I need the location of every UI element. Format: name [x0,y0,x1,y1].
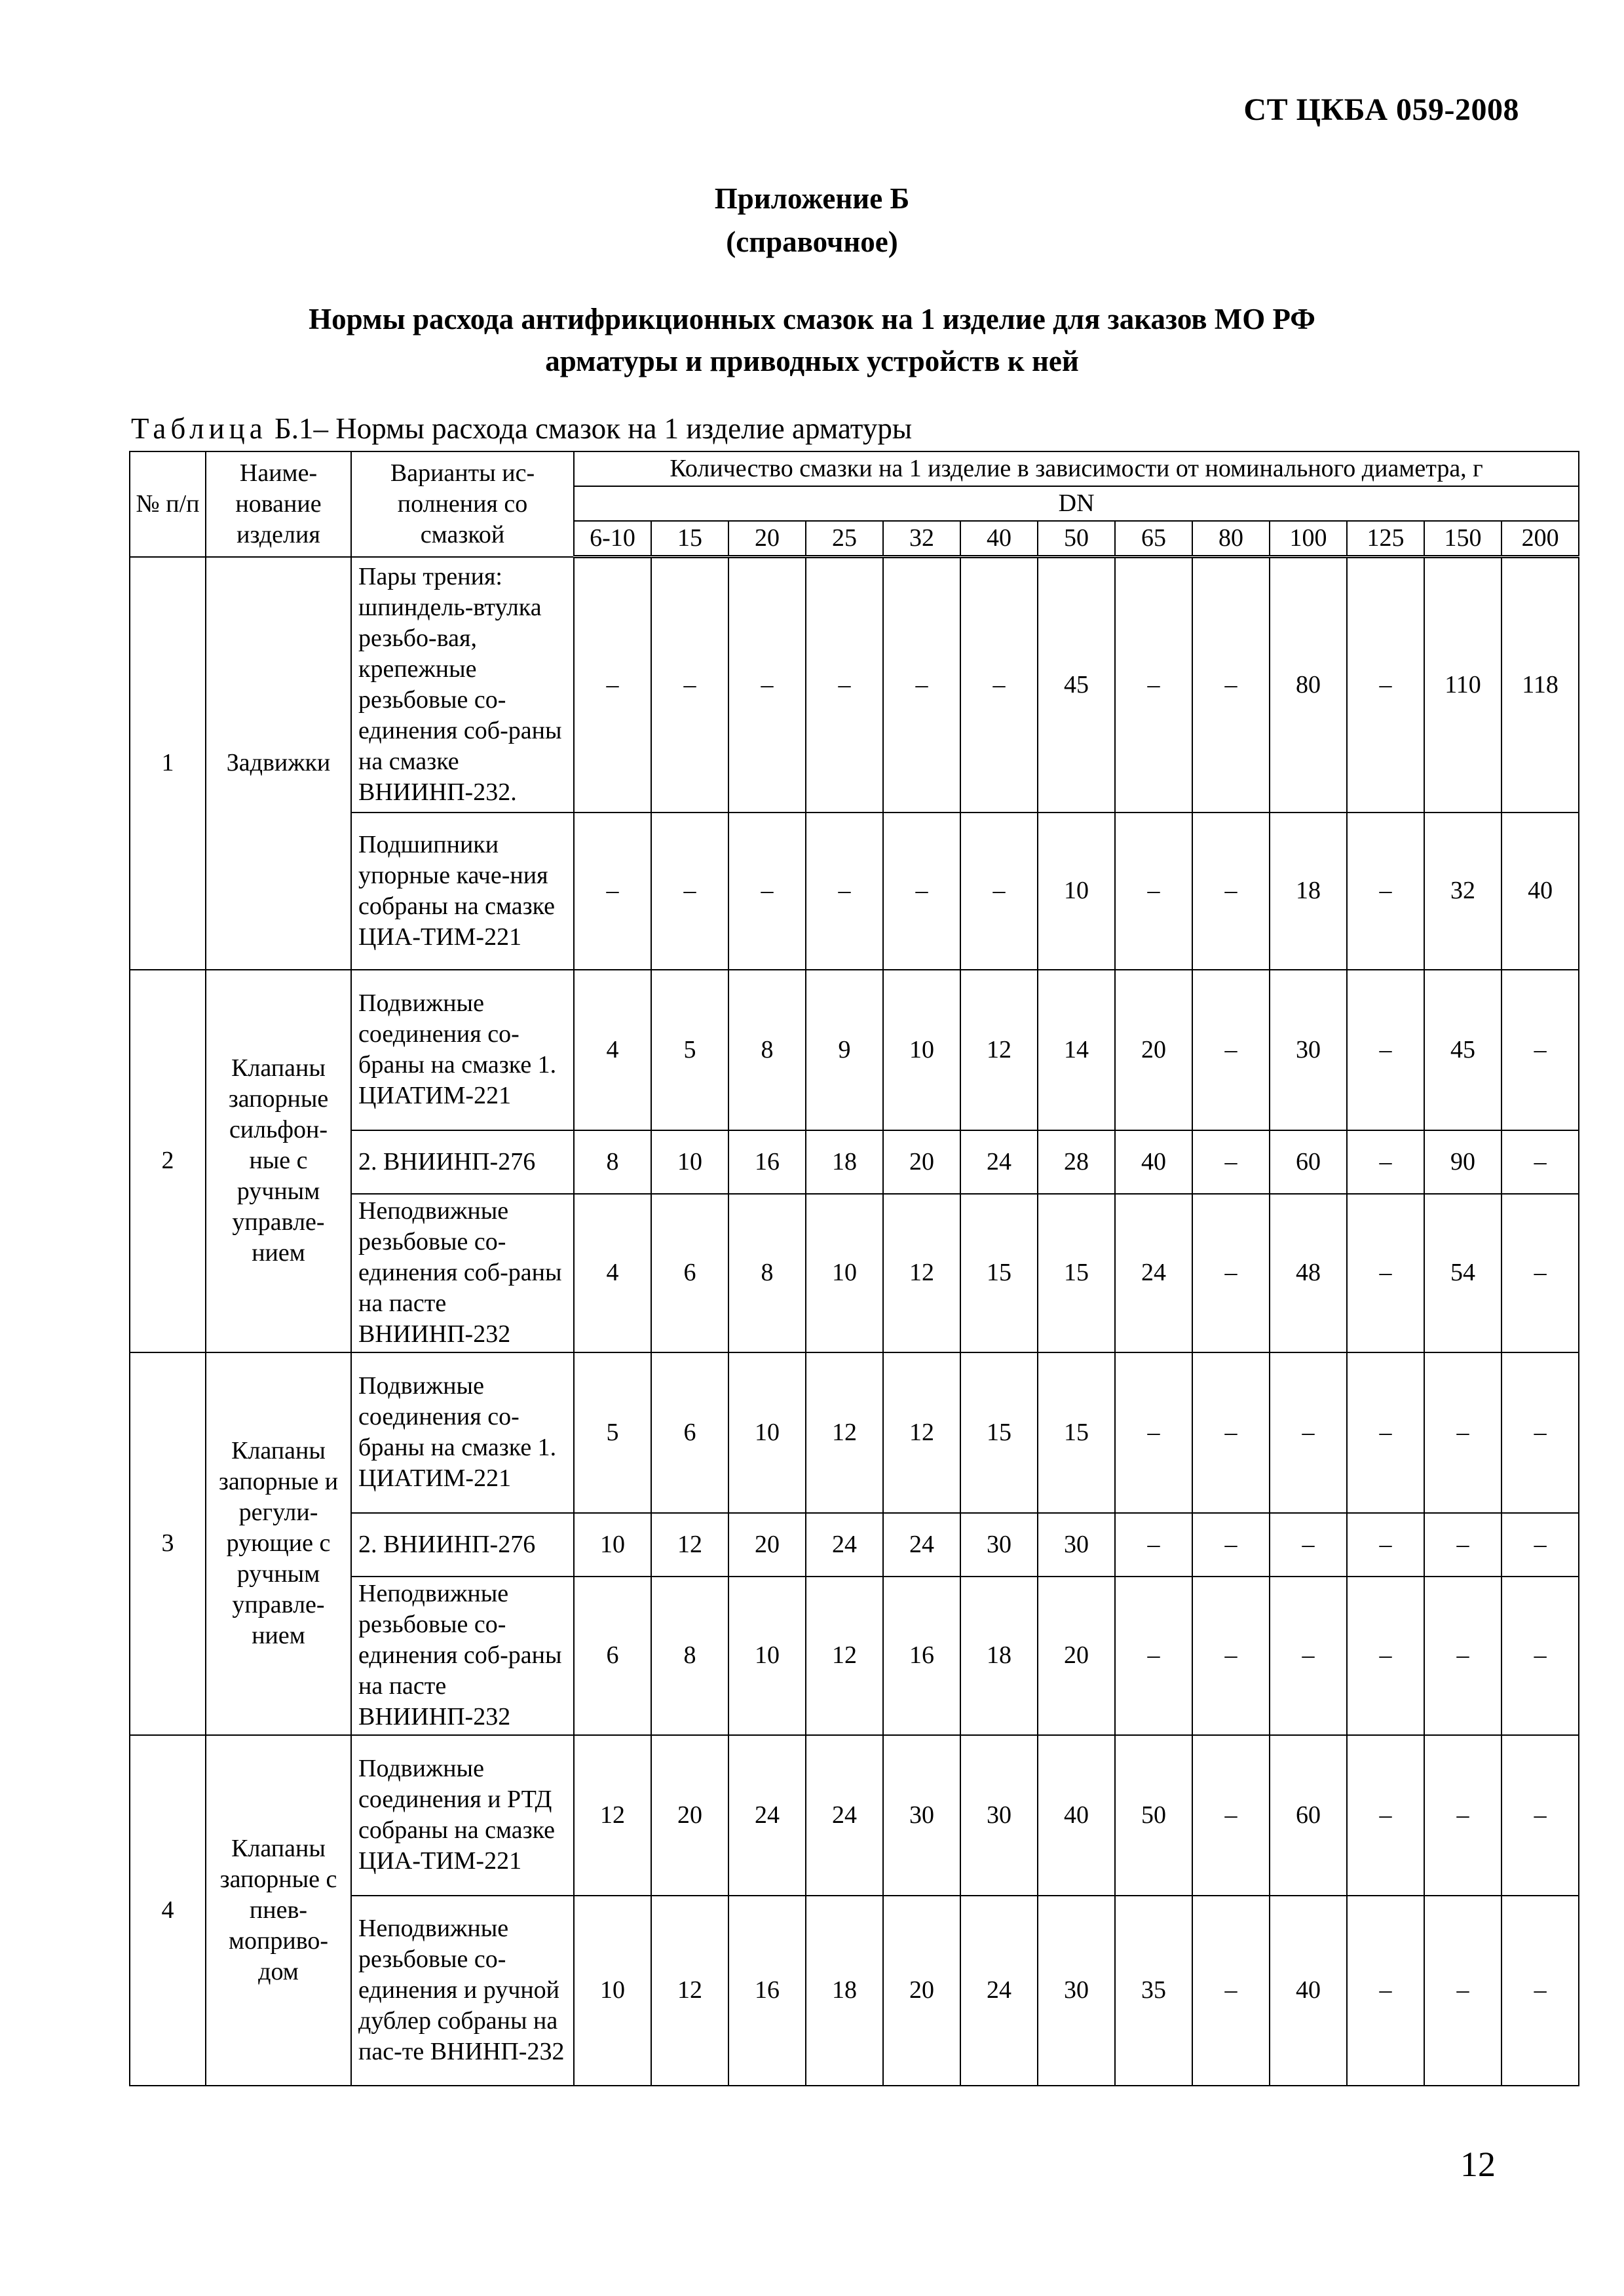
quantity-cell: 30 [960,1513,1038,1577]
quantity-cell: – [1192,1130,1270,1194]
quantity-cell: 30 [1038,1896,1115,2086]
quantity-cell: 6 [651,1194,728,1352]
quantity-cell: 60 [1270,1130,1347,1194]
quantity-cell: 8 [574,1130,651,1194]
variant-cell: 2. ВНИИНП-276 [351,1513,574,1577]
product-name-cell: Клапаны запорные с пнев-моприво-дом [206,1735,351,2086]
quantity-cell: 118 [1501,557,1579,813]
quantity-cell: – [1501,1735,1579,1896]
quantity-cell: 5 [574,1352,651,1513]
variant-cell: Подвижные соединения и РТД собраны на смазке ЦИА-ТИМ-221 [351,1735,574,1896]
quantity-cell: 30 [1038,1513,1115,1577]
quantity-cell: 12 [883,1352,960,1513]
quantity-cell: – [1347,1735,1424,1896]
quantity-cell: 20 [1038,1577,1115,1735]
quantity-cell: – [1192,813,1270,970]
quantity-cell: 18 [1270,813,1347,970]
quantity-cell: 24 [806,1513,883,1577]
quantity-cell: – [1501,1577,1579,1735]
quantity-cell: 24 [883,1513,960,1577]
quantity-cell: 10 [806,1194,883,1352]
quantity-cell: – [574,557,651,813]
quantity-cell: – [1424,1735,1501,1896]
quantity-cell: 90 [1424,1130,1501,1194]
quantity-cell: – [1501,1194,1579,1352]
quantity-cell: 30 [883,1735,960,1896]
quantity-cell: 20 [651,1735,728,1896]
quantity-cell: – [1115,1513,1192,1577]
quantity-cell: 20 [728,1513,806,1577]
quantity-cell: 18 [806,1130,883,1194]
quantity-cell: 40 [1038,1735,1115,1896]
quantity-cell: 18 [806,1896,883,2086]
quantity-cell: 14 [1038,970,1115,1130]
quantity-cell: 110 [1424,557,1501,813]
quantity-cell: – [728,813,806,970]
quantity-cell: 24 [1115,1194,1192,1352]
quantity-cell: 16 [728,1896,806,2086]
quantity-cell: – [1424,1513,1501,1577]
variant-cell: Пары трения: шпиндель-втулка резьбо-вая, крепежные резьбовые со-единения соб-раны на смазке ВНИИНП-232. [351,557,574,813]
dn-column-header: 20 [728,521,806,557]
quantity-cell: 24 [728,1735,806,1896]
row-number-cell: 2 [130,970,206,1352]
row-number-cell: 3 [130,1352,206,1735]
quantity-cell: 40 [1501,813,1579,970]
header-num: № п/п [130,451,206,557]
quantity-cell: 12 [960,970,1038,1130]
quantity-cell: 15 [1038,1194,1115,1352]
quantity-cell: – [1192,1352,1270,1513]
quantity-cell: 10 [651,1130,728,1194]
quantity-cell: 40 [1115,1130,1192,1194]
dn-column-header: 25 [806,521,883,557]
quantity-cell: – [1347,1352,1424,1513]
heading-line-1: Нормы расхода антифрикционных смазок на 1 изделие для заказов МО РФ [309,303,1315,335]
quantity-cell: 16 [728,1130,806,1194]
quantity-cell: 30 [960,1735,1038,1896]
quantity-cell: 35 [1115,1896,1192,2086]
quantity-cell: – [1424,1896,1501,2086]
quantity-cell: 10 [728,1352,806,1513]
dn-column-header: 80 [1192,521,1270,557]
quantity-cell: 10 [728,1577,806,1735]
quantity-cell: – [728,557,806,813]
quantity-cell: 10 [574,1513,651,1577]
quantity-cell: 12 [806,1577,883,1735]
quantity-cell: 24 [960,1896,1038,2086]
quantity-cell: – [1192,1513,1270,1577]
dn-column-header: 125 [1347,521,1424,557]
quantity-cell: – [1424,1577,1501,1735]
table-caption-label: Таблица [131,412,267,445]
quantity-cell: 48 [1270,1194,1347,1352]
dn-column-header: 15 [651,521,728,557]
quantity-cell: 9 [806,970,883,1130]
quantity-cell: 6 [651,1352,728,1513]
quantity-cell: – [1192,1194,1270,1352]
row-number-cell: 1 [130,557,206,970]
quantity-cell: – [651,813,728,970]
quantity-cell: 18 [960,1577,1038,1735]
variant-cell: Подвижные соединения со-браны на смазке 1. ЦИАТИМ-221 [351,970,574,1130]
quantity-cell: – [1501,1352,1579,1513]
variant-cell: Неподвижные резьбовые со-единения соб-раны на пасте ВНИИНП-232 [351,1194,574,1352]
quantity-cell: 8 [651,1577,728,1735]
quantity-cell: 32 [1424,813,1501,970]
quantity-cell: – [1501,970,1579,1130]
header-name: Наиме-нование изделия [206,451,351,557]
quantity-cell: 15 [960,1194,1038,1352]
quantity-cell: 12 [574,1735,651,1896]
quantity-cell: 24 [806,1735,883,1896]
dn-column-header: 32 [883,521,960,557]
quantity-cell: 20 [1115,970,1192,1130]
table-caption [131,411,912,446]
header-variant: Варианты ис-полнения со смазкой [351,451,574,557]
quantity-cell: 20 [883,1130,960,1194]
dn-column-header: 100 [1270,521,1347,557]
table-row [130,557,1579,813]
quantity-cell: – [1501,1896,1579,2086]
row-number-cell: 4 [130,1735,206,2086]
quantity-cell: – [1501,1130,1579,1194]
document-heading [0,298,1624,382]
quantity-cell: 10 [1038,813,1115,970]
variant-cell: Неподвижные резьбовые со-единения и ручной дублер собраны на пас-те ВНИНП-232 [351,1896,574,2086]
quantity-cell: 28 [1038,1130,1115,1194]
dn-column-header: 200 [1501,521,1579,557]
quantity-cell: 12 [883,1194,960,1352]
quantity-cell: 12 [651,1513,728,1577]
dn-column-header: 50 [1038,521,1115,557]
table-row [130,1735,1579,1896]
quantity-cell: 45 [1038,557,1115,813]
quantity-cell: 12 [806,1352,883,1513]
quantity-cell: – [1115,557,1192,813]
quantity-cell: – [1347,1513,1424,1577]
quantity-cell: – [1347,970,1424,1130]
quantity-cell: – [883,813,960,970]
quantity-cell: – [651,557,728,813]
appendix-subtitle: (справочное) [726,225,898,258]
quantity-cell: 50 [1115,1735,1192,1896]
quantity-cell: – [960,813,1038,970]
table-caption-text: Б.1– Нормы расхода смазок на 1 изделие арматуры [274,412,913,445]
quantity-cell: – [1424,1352,1501,1513]
quantity-cell: – [1192,970,1270,1130]
quantity-cell: – [806,813,883,970]
table-row [130,1352,1579,1513]
lubricant-norms-table [129,451,1579,2086]
variant-cell: Неподвижные резьбовые со-единения соб-раны на пасте ВНИИНП-232 [351,1577,574,1735]
quantity-cell: 16 [883,1577,960,1735]
header-quantity: Количество смазки на 1 изделие в зависимости от номинального диаметра, г [574,451,1579,486]
quantity-cell: 4 [574,1194,651,1352]
quantity-cell: 15 [960,1352,1038,1513]
quantity-cell: – [1192,1735,1270,1896]
quantity-cell: – [960,557,1038,813]
quantity-cell: 4 [574,970,651,1130]
quantity-cell: 20 [883,1896,960,2086]
quantity-cell: 30 [1270,970,1347,1130]
variant-cell: Подшипники упорные каче-ния собраны на смазке ЦИА-ТИМ-221 [351,813,574,970]
appendix-heading [0,177,1624,263]
dn-column-header: 150 [1424,521,1501,557]
quantity-cell: – [1192,557,1270,813]
quantity-cell: – [883,557,960,813]
quantity-cell: 12 [651,1896,728,2086]
quantity-cell: 10 [883,970,960,1130]
quantity-cell: 40 [1270,1896,1347,2086]
header-dn: DN [574,486,1579,521]
variant-cell: Подвижные соединения со-браны на смазке 1. ЦИАТИМ-221 [351,1352,574,1513]
quantity-cell: 15 [1038,1352,1115,1513]
quantity-cell: – [1115,813,1192,970]
quantity-cell: 54 [1424,1194,1501,1352]
quantity-cell: – [574,813,651,970]
table-row [130,970,1579,1130]
quantity-cell: – [1270,1577,1347,1735]
quantity-cell: – [1270,1513,1347,1577]
product-name-cell: Клапаны запорные и регули-рующие с ручным управле-нием [206,1352,351,1735]
quantity-cell: – [1347,1577,1424,1735]
quantity-cell: – [1347,1194,1424,1352]
dn-column-header: 65 [1115,521,1192,557]
quantity-cell: 24 [960,1130,1038,1194]
quantity-cell: – [1347,557,1424,813]
quantity-cell: 8 [728,1194,806,1352]
product-name-cell: Клапаны запорные сильфон-ные с ручным управле-нием [206,970,351,1352]
document-code: СТ ЦКБА 059-2008 [1243,92,1519,127]
quantity-cell: 6 [574,1577,651,1735]
quantity-cell: – [1115,1352,1192,1513]
quantity-cell: – [1192,1896,1270,2086]
quantity-cell: – [1270,1352,1347,1513]
quantity-cell: 8 [728,970,806,1130]
quantity-cell: 10 [574,1896,651,2086]
dn-column-header: 40 [960,521,1038,557]
quantity-cell: 45 [1424,970,1501,1130]
quantity-cell: 60 [1270,1735,1347,1896]
quantity-cell: – [1501,1513,1579,1577]
quantity-cell: – [1347,1896,1424,2086]
appendix-title: Приложение Б [714,182,910,215]
quantity-cell: – [806,557,883,813]
quantity-cell: – [1347,813,1424,970]
quantity-cell: 5 [651,970,728,1130]
page-number: 12 [1460,2145,1496,2184]
variant-cell: 2. ВНИИНП-276 [351,1130,574,1194]
quantity-cell: – [1115,1577,1192,1735]
quantity-cell: – [1347,1130,1424,1194]
quantity-cell: – [1192,1577,1270,1735]
heading-line-2: арматуры и приводных устройств к ней [545,345,1079,377]
quantity-cell: 80 [1270,557,1347,813]
dn-column-header: 6-10 [574,521,651,557]
product-name-cell: Задвижки [206,557,351,970]
